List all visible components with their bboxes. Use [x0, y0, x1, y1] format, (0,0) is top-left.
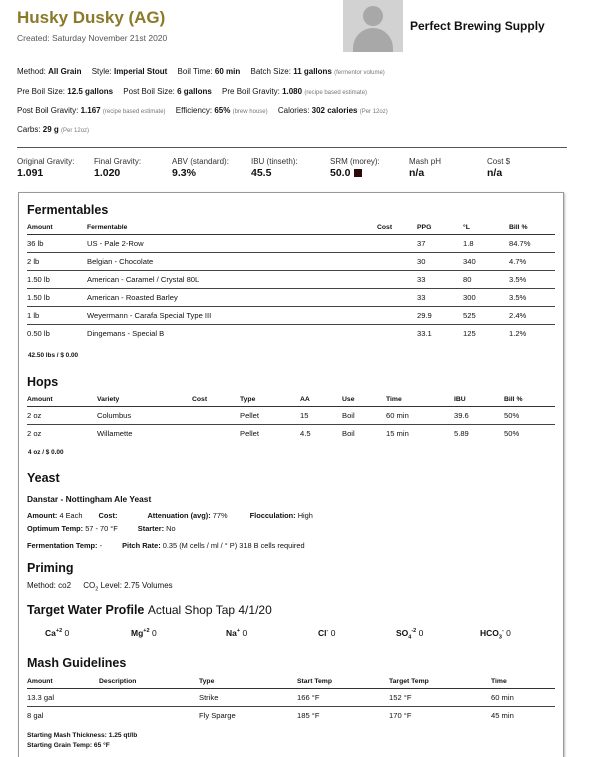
table-cell: 33: [417, 271, 463, 289]
table-cell: 3.5%: [509, 271, 555, 289]
meta-line-1: Method: All Grain Style: Imperial Stout Boil Time: 60 min Batch Size: 11 gallons (fermentor volume): [17, 67, 385, 76]
stat-abv: ABV (standard): 9.3%: [172, 157, 229, 179]
table-cell: 1.50 lb: [27, 271, 87, 289]
ion-ca: $Ca^{+2}$ 0: [45, 628, 70, 638]
stat-fg: Final Gravity: 1.020: [94, 157, 142, 179]
table-cell: [377, 307, 417, 325]
stat-mash-ph: Mash pH n/a: [409, 157, 442, 179]
table-cell: 4.5: [300, 429, 311, 439]
fermentables-table: Amount Fermentable Cost PPG °L Bill % 36 lb US - Pale 2-Row 37 1.8 84.7% 2 lb Belgian - Chocolate 30 340 4.7% 1.50 lb American - Caramel / Crystal 80L 33 80 3.5% 1.50 lb American - Roasted Barley 33 300 3.5% 1 lb Weyermann - Carafa Special Type III 29.9 525 2.4% 0.50 lb Dingemans - Special B 33.1 125 1.2%: [27, 222, 555, 343]
fermentable-row: [27, 289, 555, 307]
table-cell: 0.50 lb: [27, 329, 50, 339]
stat-ibu: IBU (tinseth): 45.5: [251, 157, 298, 179]
carbs-value: 29 g: [42, 125, 59, 134]
table-cell: 1.50 lb: [27, 289, 87, 307]
table-cell: 29.9: [417, 307, 463, 325]
table-cell: [192, 407, 240, 425]
table-cell: 2 oz: [27, 407, 97, 425]
pre-boil-gravity-value: 1.080: [282, 87, 303, 96]
table-cell: American - Caramel / Crystal 80L: [87, 271, 377, 289]
meta-line-3: Post Boil Gravity: 1.167 (recipe based estimate) Efficiency: 65% (brew house) Calories: 302 calories (Per 12oz): [17, 106, 388, 115]
avatar-body: [353, 28, 393, 52]
fermentable-row: [27, 271, 555, 289]
table-cell: 30: [417, 253, 463, 271]
table-cell: Pellet: [240, 429, 259, 439]
style-value: Imperial Stout: [113, 67, 168, 76]
table-cell: 1 lb: [27, 307, 87, 325]
mash-step-row: [27, 689, 555, 707]
table-cell: 84.7%: [509, 235, 555, 253]
priming-title: Priming: [27, 561, 74, 575]
table-cell: [377, 289, 417, 307]
table-cell: [377, 325, 417, 343]
table-cell: Dingemans - Special B: [87, 329, 165, 339]
table-cell: 2 lb: [27, 253, 87, 271]
table-cell: 50%: [504, 429, 520, 439]
efficiency-value: 65%: [214, 106, 231, 115]
meta-line-2: Pre Boil Size: 12.5 gallons Post Boil Size: 6 gallons Pre Boil Gravity: 1.080 (recipe based estimate): [17, 87, 368, 96]
table-cell: Pellet: [240, 407, 300, 425]
table-cell: 166 °F: [297, 689, 389, 707]
batch-size-value: 11 gallons: [293, 67, 332, 76]
table-cell: [377, 271, 417, 289]
table-cell: 33.1: [417, 329, 432, 339]
table-cell: 60 min: [491, 689, 555, 707]
meta-line-4: Carbs: 29 g (Per 12oz): [17, 125, 90, 134]
table-cell: Belgian - Chocolate: [87, 253, 377, 271]
table-cell: 39.6: [454, 407, 504, 425]
table-cell: Boil: [342, 429, 355, 439]
ion-cl: Cl- 0: [318, 628, 336, 638]
table-cell: 60 min: [386, 407, 454, 425]
table-cell: Strike: [199, 689, 297, 707]
hop-row: [27, 425, 555, 443]
table-cell: 5.89: [454, 429, 469, 439]
pre-boil-size-value: 12.5 gallons: [67, 87, 114, 96]
table-cell: [99, 689, 199, 707]
table-cell: 3.5%: [509, 289, 555, 307]
hops-title: Hops: [27, 375, 59, 389]
hop-row: [27, 407, 555, 425]
table-cell: 2 oz: [27, 429, 42, 439]
yeast-title: Yeast: [27, 471, 60, 485]
avatar-head: [363, 6, 383, 26]
table-cell: 8 gal: [27, 711, 44, 721]
ion-na: Na+ 0: [226, 628, 248, 638]
created-date: Created: Saturday November 21st 2020: [17, 33, 168, 43]
table-cell: 37: [417, 235, 463, 253]
table-cell: 300: [463, 289, 509, 307]
table-cell: [99, 707, 199, 725]
stat-srm: SRM (morey): 50.0: [330, 157, 380, 179]
table-cell: American - Roasted Barley: [87, 289, 377, 307]
table-cell: Fly Sparge: [199, 711, 236, 721]
yeast-line-1: Amount: 4 Each Cost: Attenuation (avg): 77% Flocculation: High: [27, 511, 313, 520]
fermentables-total: 42.50 lbs / $ 0.00: [28, 352, 79, 359]
table-cell: 45 min: [491, 711, 514, 721]
fermentable-row: [27, 325, 555, 343]
stat-cost: Cost $ n/a: [487, 157, 511, 179]
table-cell: 80: [463, 271, 509, 289]
recipe-title: Husky Dusky (AG): [17, 8, 166, 27]
brand-name: Perfect Brewing Supply: [410, 19, 545, 33]
yeast-line-2: Optimum Temp: 57 - 70 °F Starter: No: [27, 524, 176, 533]
ion-mg: $Mg^{+2}$ 0: [131, 628, 157, 638]
priming-line: Method: co2 $CO_2$ Level: 2.75 Volumes: [27, 581, 173, 593]
post-boil-gravity-value: 1.167: [80, 106, 101, 115]
fermentable-row: [27, 307, 555, 325]
fermentables-title: Fermentables: [27, 203, 109, 217]
table-cell: 170 °F: [389, 711, 412, 721]
yeast-name: Danstar - Nottingham Ale Yeast: [27, 494, 152, 504]
table-cell: Columbus: [97, 407, 192, 425]
table-cell: Willamette: [97, 429, 133, 439]
table-cell: 50%: [504, 407, 555, 425]
table-cell: [377, 253, 417, 271]
table-cell: 340: [463, 253, 509, 271]
method-value: All Grain: [48, 67, 82, 76]
calories-value: 302 calories: [311, 106, 358, 115]
table-cell: 13.3 gal: [27, 689, 99, 707]
table-cell: 525: [463, 307, 509, 325]
table-cell: 36 lb: [27, 235, 87, 253]
mash-table: Amount Description Type Start Temp Target Temp Time 13.3 gal Strike 166 °F 152 °F 60 min 8 gal Fly Sparge 185 °F 170 °F 45 min: [27, 676, 555, 725]
stat-og: Original Gravity: 1.091: [17, 157, 75, 179]
table-cell: 1.8: [463, 235, 509, 253]
avatar: [343, 0, 403, 52]
table-cell: Weyermann - Carafa Special Type III: [87, 307, 377, 325]
table-cell: Boil: [342, 407, 386, 425]
table-cell: 125: [463, 329, 476, 339]
hops-table: Amount Variety Cost Type AA Use Time IBU Bill % 2 oz Columbus Pellet 15 Boil 60 min 39.6 50% 2 oz Willamette Pellet 4.5 Boil 15 min 5.89 50%: [27, 394, 555, 443]
ion-hco3: $HCO_3^-$ 0: [480, 628, 511, 641]
hops-total: 4 oz / $ 0.00: [28, 449, 64, 456]
mash-step-row: [27, 707, 555, 725]
table-cell: 152 °F: [389, 689, 491, 707]
table-cell: [377, 235, 417, 253]
yeast-line-3: Fermentation Temp: - Pitch Rate: 0.35 (M cells / ml / ° P) 318 B cells required: [27, 541, 305, 550]
boil-time-value: 60 min: [214, 67, 241, 76]
grain-temp: Starting Grain Temp: 65 °F: [27, 742, 110, 749]
table-cell: 4.7%: [509, 253, 555, 271]
ion-so4: $SO_4^{-2}$ 0: [396, 628, 424, 641]
fermentable-row: [27, 253, 555, 271]
table-cell: 15: [300, 407, 342, 425]
table-cell: 15 min: [386, 429, 409, 439]
table-cell: US - Pale 2-Row: [87, 235, 377, 253]
table-cell: 33: [417, 289, 463, 307]
divider: [17, 147, 567, 148]
srm-color-swatch: [354, 169, 362, 177]
fermentable-row: [27, 235, 555, 253]
table-cell: 2.4%: [509, 307, 555, 325]
table-cell: 1.2%: [509, 329, 527, 339]
water-title: Target Water Profile Actual Shop Tap 4/1/20: [27, 603, 272, 617]
mash-thickness: Starting Mash Thickness: 1.25 qt/lb: [27, 732, 138, 739]
mash-title: Mash Guidelines: [27, 656, 127, 670]
table-cell: [192, 425, 240, 443]
table-cell: 185 °F: [297, 711, 320, 721]
post-boil-size-value: 6 gallons: [177, 87, 212, 96]
